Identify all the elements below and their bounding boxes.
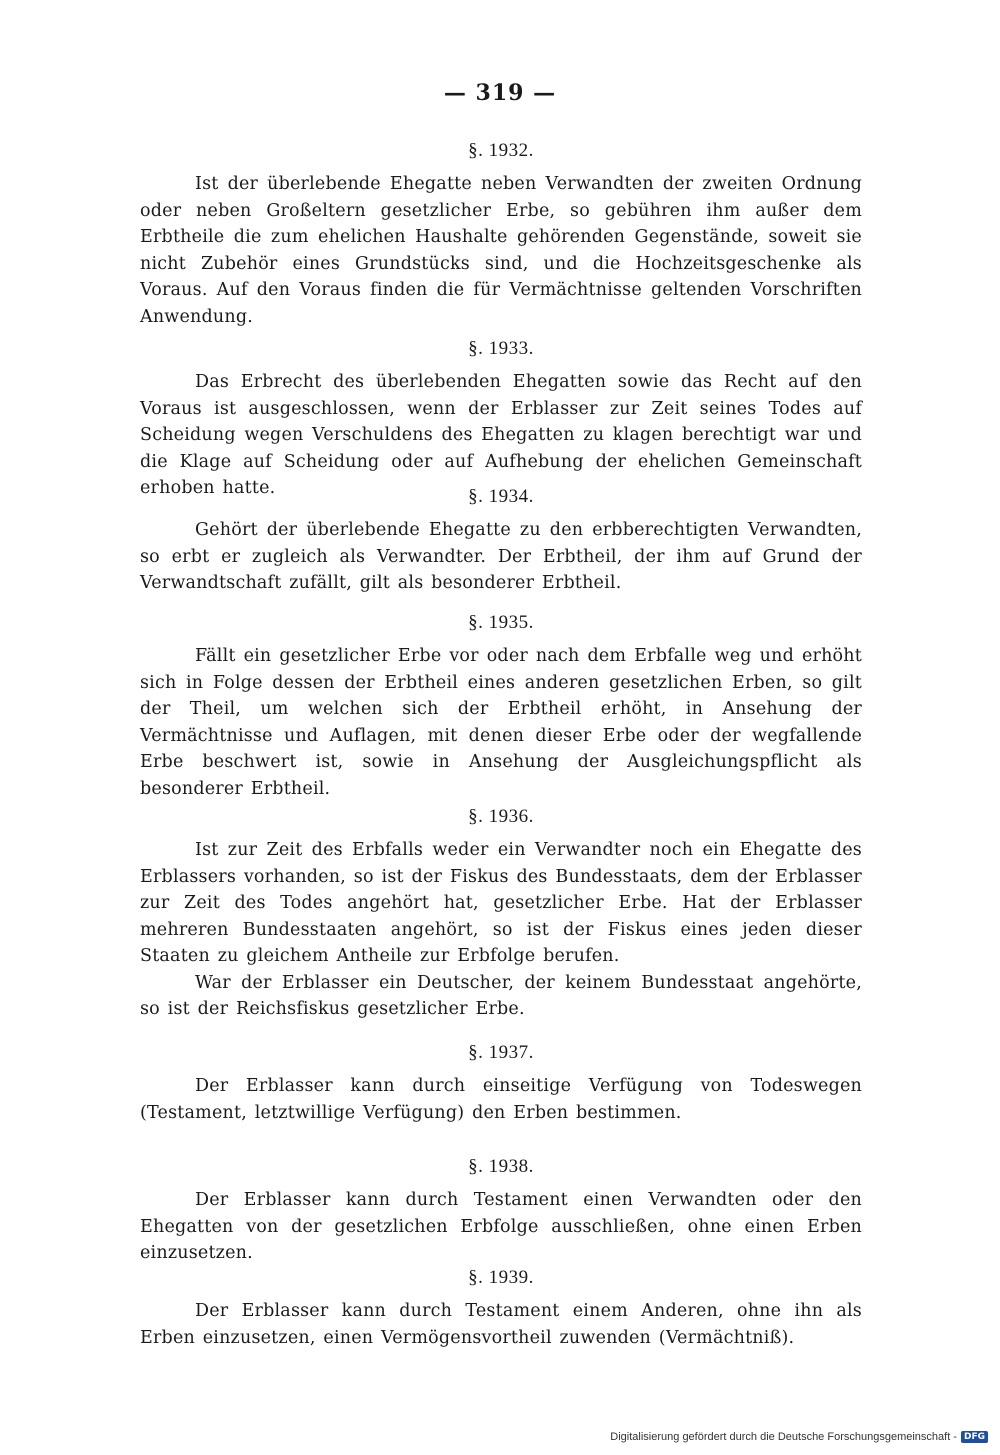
section-1936 — [140, 806, 862, 1023]
section-1937 — [140, 1042, 862, 1126]
section-paragraph: Der Erblasser kann durch einseitige Verfügung von Todeswegen (Testament, letztwillige Verfügung) den Erben bestimmen. — [140, 1076, 862, 1123]
section-1933 — [140, 338, 862, 502]
section-paragraph: Der Erblasser kann durch Testament einem Anderen, ohne ihn als Erben einzusetzen, einen Vermögensvortheil zuwenden (Vermächtniß). — [140, 1301, 862, 1348]
section-paragraph: Der Erblasser kann durch Testament einen Verwandten oder den Ehegatten von der gesetzlichen Erbfolge ausschließen, ohne einen Erben einzusetzen. — [140, 1190, 862, 1263]
section-heading: §. 1935. — [468, 612, 534, 633]
section-paragraph: War der Erblasser ein Deutscher, der keinem Bundesstaat angehörte, so ist der Reichsfiskus gesetzlicher Erbe. — [140, 972, 862, 1019]
section-1934 — [140, 486, 862, 597]
section-1939 — [140, 1267, 862, 1351]
section-paragraph: Gehört der überlebende Ehegatte zu den erbberechtigten Verwandten, so erbt er zugleich als Verwandter. Der Erbtheil, der ihm auf Grund der Verwandtschaft zufällt, gilt als besonderer Erbtheil. — [140, 520, 862, 593]
section-heading: §. 1938. — [468, 1156, 534, 1177]
section-paragraph: Das Erbrecht des überlebenden Ehegatten sowie das Recht auf den Voraus ist ausgeschlossen, wenn der Erblasser zur Zeit seines Todes auf Scheidung wegen Verschuldens des Ehegatten zu klagen berechtigt war und die Klage auf Scheidung oder auf Aufhebung der ehelichen Gemeinschaft erhoben hatte. — [140, 372, 862, 498]
section-heading: §. 1934. — [468, 486, 534, 507]
section-1938 — [140, 1156, 862, 1267]
section-heading: §. 1933. — [468, 338, 534, 359]
page-number: — 319 — — [443, 80, 557, 106]
dfg-logo-icon: DFG — [961, 1431, 988, 1443]
section-paragraph: Ist zur Zeit des Erbfalls weder ein Verwandter noch ein Ehegatte des Erblassers vorhanden, so ist der Fiskus des Bundesstaats, dem der Erblasser zur Zeit des Todes angehört hat, gesetzlicher Erbe. Hat der Erblasser mehreren Bundesstaaten angehört, so ist der Fiskus eines jeden dieser Staaten zu gleichem Antheile zur Erbfolge berufen. — [140, 840, 862, 966]
section-heading: §. 1939. — [468, 1267, 534, 1288]
section-1932 — [140, 140, 862, 330]
footer-text: Digitalisierung gefördert durch die Deutsche Forschungsgemeinschaft - — [610, 1431, 957, 1443]
section-1935 — [140, 612, 862, 802]
section-heading: §. 1936. — [468, 806, 534, 827]
section-heading: §. 1932. — [468, 140, 534, 161]
digitization-credit — [610, 1431, 988, 1443]
section-heading: §. 1937. — [468, 1042, 534, 1063]
section-paragraph: Ist der überlebende Ehegatte neben Verwandten der zweiten Ordnung oder neben Großeltern gesetzlicher Erbe, so gebühren ihm außer dem Erbtheile die zum ehelichen Haushalte gehörenden Gegenstände, soweit sie nicht Zubehör eines Grundstücks sind, und die Hochzeitsgeschenke als Voraus. Auf den Voraus finden die für Vermächtnisse geltenden Vorschriften Anwendung. — [140, 174, 862, 327]
section-paragraph: Fällt ein gesetzlicher Erbe vor oder nach dem Erbfalle weg und erhöht sich in Folge dessen der Erbtheil eines anderen gesetzlichen Erben, so gilt der Theil, um welchen sich der Erbtheil erhöht, in Ansehung der Vermächtnisse und Auflagen, mit denen dieser Erbe oder der wegfallende Erbe beschwert ist, sowie in Ansehung der Ausgleichungspflicht als besonderer Erbtheil. — [140, 646, 862, 799]
